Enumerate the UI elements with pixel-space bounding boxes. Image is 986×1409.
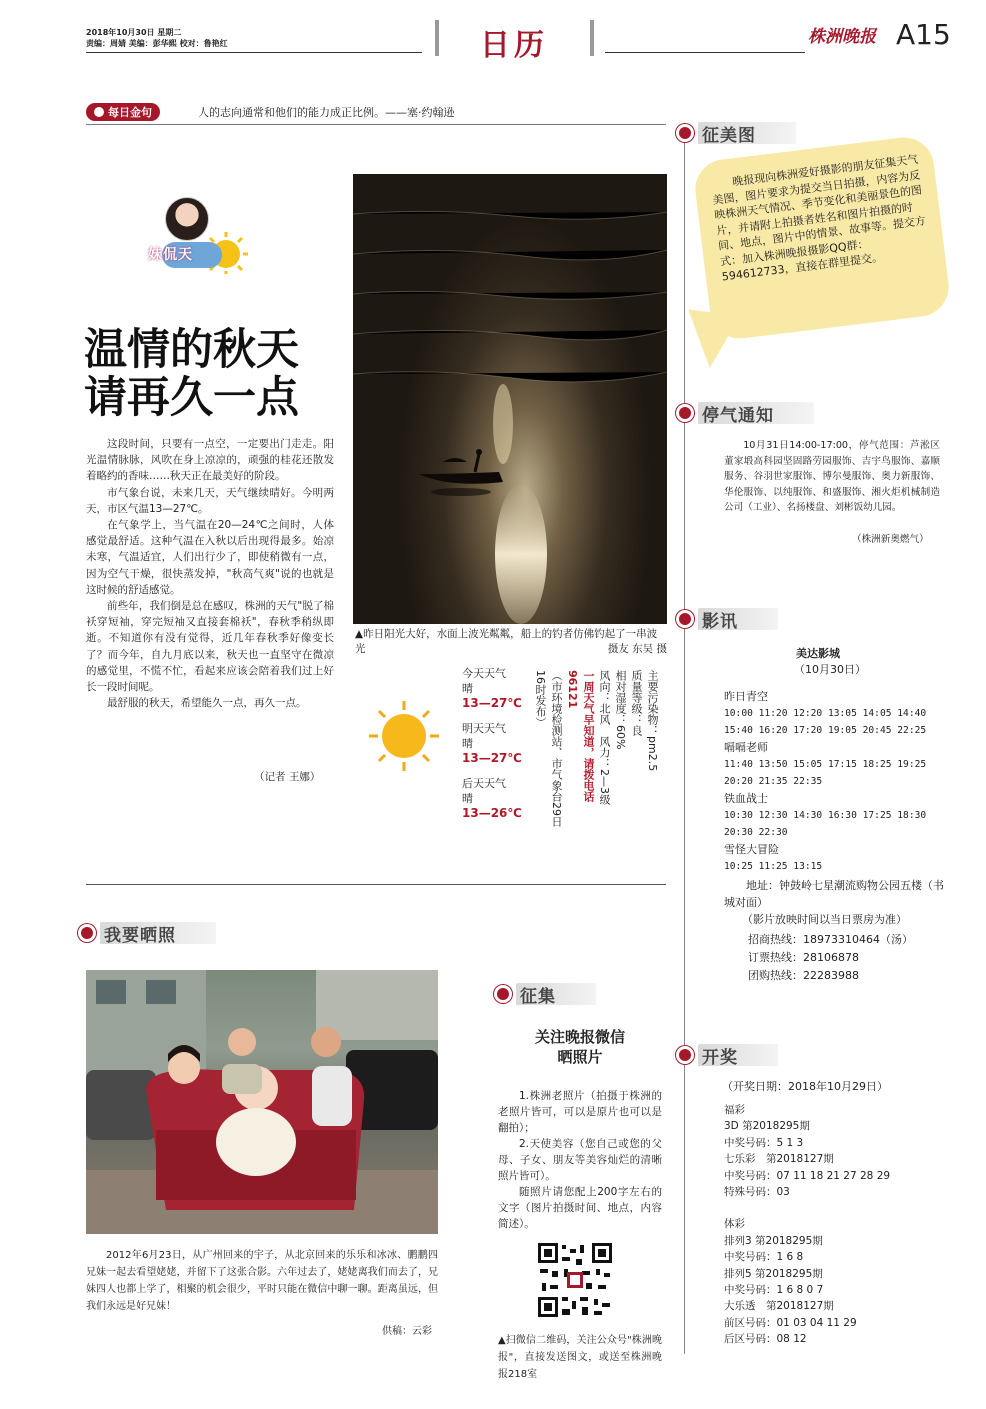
header-rule-left <box>86 52 422 53</box>
cinema-date: （10月30日） <box>794 663 866 676</box>
section-bullet-icon <box>676 610 694 628</box>
section-bar <box>698 608 778 630</box>
wechat-qr-code <box>536 1241 614 1319</box>
film-times: 10:25 11:25 13:15 <box>724 861 823 872</box>
header-divider-left <box>435 20 439 56</box>
quote-tag-label: 每日金句 <box>108 106 152 119</box>
air-quality-level: 质量等级：良 <box>630 670 643 736</box>
family-photo-credit: 供稿：云彩 <box>382 1326 432 1337</box>
forecast-day-temp: 13—26℃ <box>462 806 522 820</box>
qr-caption: ▲扫微信二维码，关注公众号"株洲晚报"，直接发送图文，或送至株洲晚报218室 <box>498 1335 662 1380</box>
forecast-day-temp: 13—27℃ <box>462 696 522 710</box>
lottery-line: 后区号码：08 12 <box>724 1333 807 1346</box>
air-quality-pollutant: 主要污染物：pm2.5 <box>646 670 659 772</box>
film-times: 10:00 11:20 12:20 13:05 14:05 14:40 <box>724 708 927 719</box>
section-title: 征美图 <box>702 125 756 146</box>
lottery-line: 排列3 第2018295期 <box>724 1234 823 1247</box>
cinema-hotline-business: 招商热线：18973310464（汤） <box>748 933 913 946</box>
family-photo-story: 2012年6月23日，从广州回来的宇子，从北京回来的乐乐和冰冰、鹏鹏四兄妹一起去看望姥姥，并留下了这张合影。六年过去了，姥姥离我们而去了，兄妹四人也都上学了，相聚的机会很少，平时只能在微信中聊一聊。距离虽远，但我们永远是好兄妹！ <box>86 1250 438 1312</box>
film-title: 昨日青空 <box>724 690 768 703</box>
header-staff: 责编：周婧 美编：彭华熙 校对：鲁艳红 <box>86 39 228 48</box>
photo-credit: 摄友 东吴 摄 <box>607 643 667 655</box>
section-title: 开奖 <box>702 1047 738 1068</box>
lottery-line: 中奖号码：07 11 18 21 27 28 29 <box>724 1169 891 1182</box>
zhengji-heading-1: 关注晚报微信 <box>534 1028 625 1046</box>
section-bar <box>698 122 796 144</box>
family-photo-scene <box>86 970 438 1234</box>
section-bullet-icon <box>676 404 694 422</box>
section-head-power <box>676 400 814 426</box>
forecast-day-cond: 晴 <box>462 682 473 695</box>
article-paragraph: 这段时间，只要有一点空，一定要出门走走。阳光温情脉脉，风吹在身上凉凉的，顽强的桂花还散发着略约的香味……秋天正在最美好的阶段。 <box>86 438 334 483</box>
forecast-day-label: 后天天气 <box>462 777 506 790</box>
cinema-hotline-group: 团购热线：22283988 <box>748 969 859 982</box>
lottery-line: 中奖号码：5 1 3 <box>724 1136 804 1149</box>
forecast-day-label: 明天天气 <box>462 722 506 735</box>
section-bullet-icon <box>494 985 512 1003</box>
section-head-cinema <box>676 606 778 632</box>
header-rule-right <box>605 52 805 53</box>
header-section: 日历 <box>480 28 548 63</box>
cinema-address: 地址：钟鼓岭七星潮流购物公园五楼（书城对面） <box>724 879 944 909</box>
lottery-line: 前区号码：01 03 04 11 29 <box>724 1316 857 1329</box>
zhengji-item: 随照片请您配上200字左右的文字（图片拍摄时间、地点，内容简述）。 <box>498 1186 662 1230</box>
lottery-line: 中奖号码：1 6 8 <box>724 1251 804 1264</box>
zhengji-body <box>498 1088 662 1232</box>
lottery-line: 3D 第2018295期 <box>724 1120 810 1133</box>
forecast-day-cond: 晴 <box>462 737 473 750</box>
section-bullet-icon <box>78 924 96 942</box>
speech-bubble-text: 晚报现向株洲爱好摄影的朋友征集天气美图，图片要求为提交当日拍摄，内容为反映株洲天气情况、季节变化和美丽景色的图片，并请附上拍摄者姓名和图片拍摄的时间、地点，图片中的情景、故事等。提交方式：加入株洲晚报摄影QQ群：594612733，直接在群里提交。 <box>711 152 927 284</box>
headline-line1: 温情的秋天 <box>84 325 299 375</box>
sun-icon <box>368 700 440 772</box>
forecast-details <box>530 670 660 830</box>
showtimes <box>724 688 944 875</box>
forecast-day-cond: 晴 <box>462 792 473 805</box>
zhengji-item: 2.天使美容（您自己或您的父母、子女、朋友等美容灿烂的清晰照片皆可）。 <box>498 1138 662 1182</box>
quote-tag <box>86 103 160 121</box>
article-paragraph: 前些年，我们倒是总在感叹，株洲的天气"脱了棉袄穿短袖，穿完短袖又直接套棉袄"，春秋季稍纵即逝。不知道你有没有觉得，近几年春秋季好像变长了？而今年，自九月底以来，秋天也一直坚守在微凉的感觉里，不慌不忙，看起来应该会陪着我们过上好长一段时间呢。 <box>86 600 334 694</box>
section-head-zhengji <box>494 981 596 1007</box>
film-title: 嗝嗝老师 <box>724 741 768 754</box>
wind: 风向：北风 风力：2—3级 <box>598 670 611 805</box>
lottery-line <box>724 1200 944 1216</box>
section-title: 我要晒照 <box>104 925 176 946</box>
masthead-logo: 株洲晚报 <box>808 27 876 47</box>
section-bar <box>100 922 216 944</box>
photo-caption-text: ▲昨日阳光大好，水面上波光粼粼，船上的钓者仿佛钓起了一串波光 <box>355 628 658 655</box>
cinema-name: 美达影城 <box>796 647 840 660</box>
film-title: 雪怪大冒险 <box>724 843 779 856</box>
article-paragraph: 在气象学上，当气温在20—24℃之间时，人体感觉最舒适。这种气温在入秋以后出现得最多。始凉未寒，气温适宜，人们出行少了，即使稍微有一点，因为空气干燥，很快蒸发掉，"秋高气爽"说的也就是这时候的舒适感觉。 <box>86 519 334 596</box>
page-number: A15 <box>896 18 951 51</box>
lottery-line: 体彩 <box>724 1218 745 1231</box>
section-bullet-icon <box>676 1046 694 1064</box>
gas-outage-byline: （株洲新奥燃气） <box>852 534 929 545</box>
section-head-share-photo <box>78 920 216 946</box>
gas-outage-notice: 10月31日14:00-17:00，停气范围：芦淞区董家塅高科园坚固路劳园服饰、吉宇鸟服饰、嘉顺服务、谷羽世家服饰、博尔曼服饰、奥力新服饰、华伦服饰、以纯服饰、和盛服饰、湘火炬机械制造公司（工业）、名扬楼盘、刘彬饭幼儿园。 <box>724 440 940 513</box>
lottery-line: 大乐透 第2018127期 <box>724 1300 834 1313</box>
cinema-note: （影片放映时间以当日票房为准） <box>742 913 907 926</box>
section-head-zhengmeitu <box>676 120 796 146</box>
humidity: 相对湿度：60% <box>614 670 627 750</box>
lottery-line: 福彩 <box>724 1104 745 1116</box>
lottery-line: 七乐彩 第2018127期 <box>724 1153 834 1166</box>
film-times: 15:40 16:20 17:20 19:05 20:45 22:25 <box>724 725 927 736</box>
lottery-line: 中奖号码：1 6 8 0 7 <box>724 1284 824 1297</box>
section-bar <box>698 402 814 424</box>
section-bar <box>698 1044 778 1066</box>
cinema-hotline-tickets: 订票热线：28106878 <box>748 951 859 964</box>
mid-rule <box>86 884 666 885</box>
forecast-day-temp: 13—27℃ <box>462 751 522 765</box>
river-photo <box>353 174 667 624</box>
section-bar <box>516 983 596 1005</box>
quote-text: 人的志向通常和他们的能力成正比例。——塞·约翰逊 <box>198 106 455 119</box>
article-paragraph: 最舒服的秋天，希望能久一点，再久一点。 <box>107 697 307 710</box>
lottery-date: （开奖日期：2018年10月29日） <box>722 1080 888 1093</box>
film-times: 10:30 12:30 14:30 16:30 17:25 18:30 <box>724 810 927 821</box>
header-divider-right <box>590 20 594 56</box>
lottery-results <box>724 1102 944 1348</box>
film-times: 20:20 21:35 22:35 <box>724 776 823 787</box>
photo-caption <box>355 627 667 657</box>
forecast-source: （市环境检测站、市气象台29日16时发布） <box>534 670 563 827</box>
column-badge-label: 妹侃天 <box>148 247 193 263</box>
forecast-day-label: 今天天气 <box>462 667 506 680</box>
film-title: 铁血战士 <box>724 792 768 805</box>
article-byline: （记者 王娜） <box>254 771 321 783</box>
family-photo <box>86 970 438 1234</box>
right-column-divider <box>684 124 685 1354</box>
river-photo-scene <box>353 174 667 624</box>
forecast-hotline: 一周天气早知道，请拨电话96121 <box>566 670 595 802</box>
lottery-line: 特殊号码：03 <box>724 1186 790 1199</box>
header-date: 2018年10月30日 星期二 <box>86 28 182 37</box>
column-badge <box>142 232 260 274</box>
headline-line2: 请再久一点 <box>84 373 299 423</box>
zhengji-item: 1.株洲老照片（拍摄于株洲的老照片皆可，可以是原片也可以是翻拍）； <box>498 1090 662 1134</box>
quote-tag-dot <box>94 107 104 117</box>
article-paragraph: 市气象台说，未来几天，天气继续晴好。今明两天，市区气温13—27℃。 <box>86 486 334 515</box>
section-bullet-icon <box>676 124 694 142</box>
film-times: 20:30 22:30 <box>724 827 788 838</box>
lottery-line: 排列5 第2018295期 <box>724 1267 823 1280</box>
zhengji-heading-2: 晒照片 <box>557 1048 603 1066</box>
section-title: 停气通知 <box>702 405 774 426</box>
film-times: 11:40 13:50 15:05 17:15 18:25 19:25 <box>724 759 927 770</box>
quote-rule <box>86 124 666 125</box>
section-head-lottery <box>676 1042 778 1068</box>
section-title: 影讯 <box>702 611 738 632</box>
weather-article <box>86 436 334 711</box>
section-title: 征集 <box>520 986 556 1007</box>
